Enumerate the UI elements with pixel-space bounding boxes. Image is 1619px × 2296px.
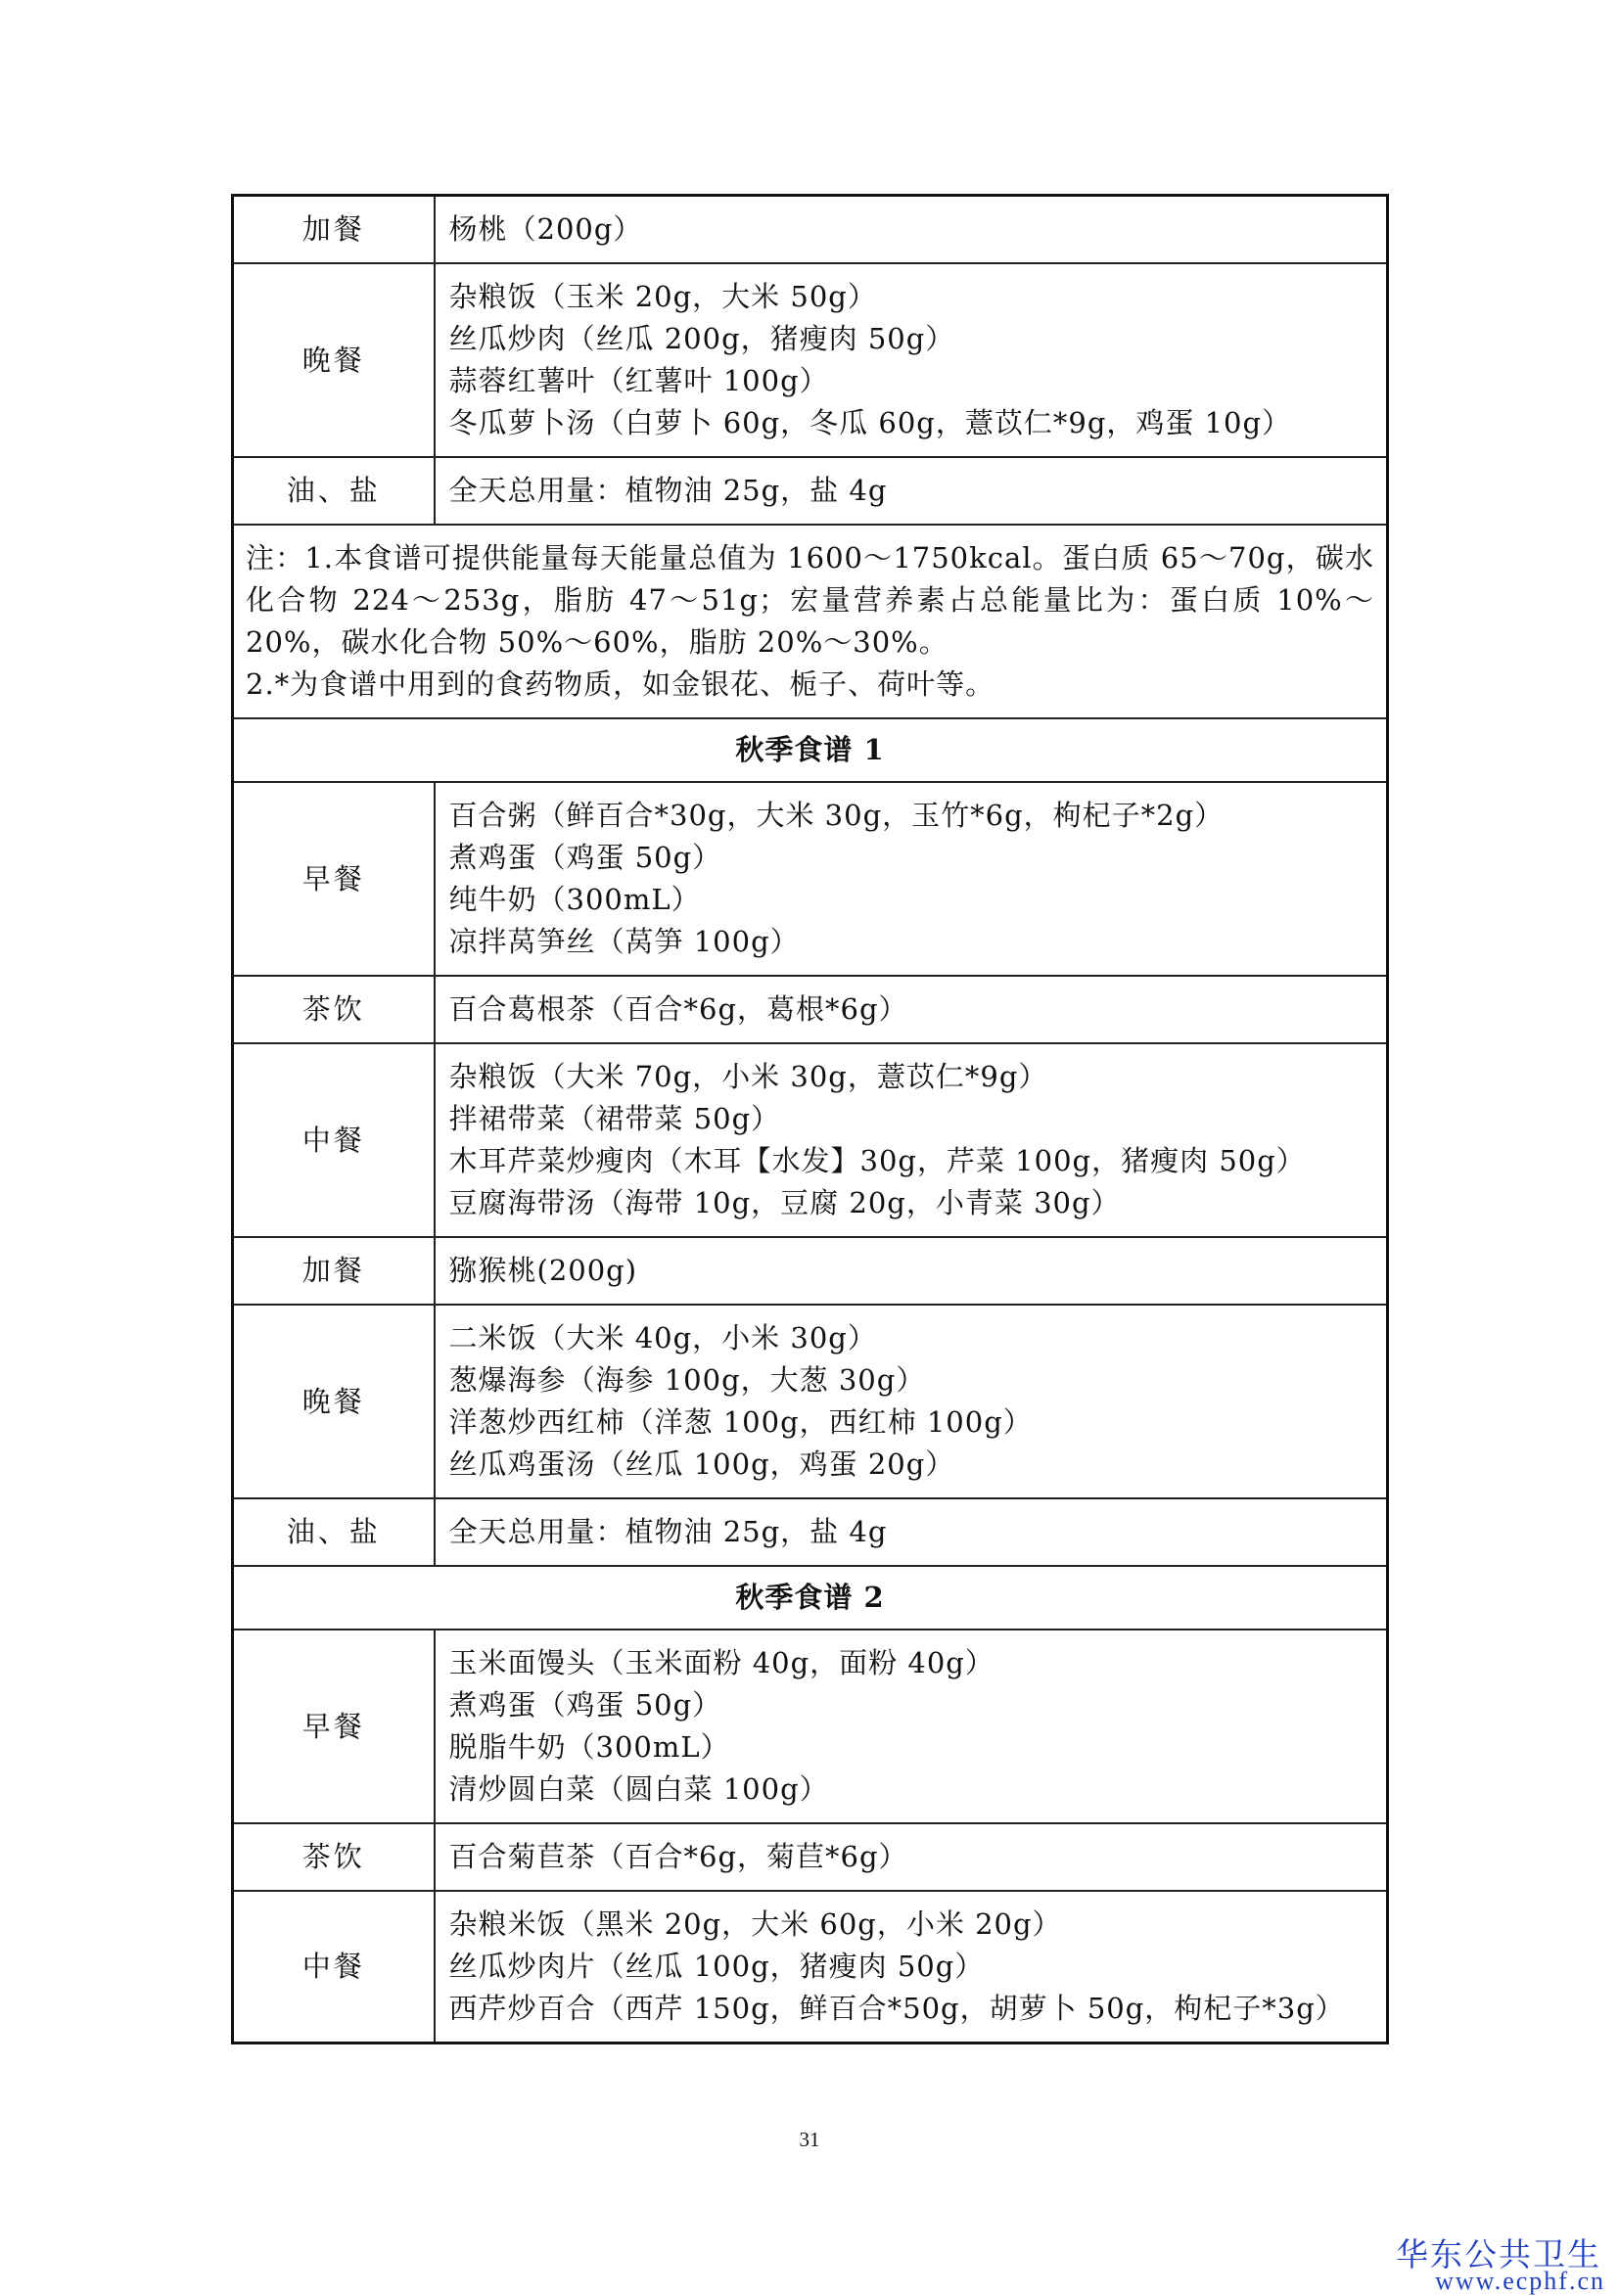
dish-cell (435, 1498, 1388, 1566)
dish-cell (435, 1630, 1388, 1823)
dish-item: 丝瓜炒肉片（丝瓜 100g，猪瘦肉 50g） (448, 1950, 985, 1983)
page-number: 31 (799, 2128, 820, 2151)
table-row (233, 782, 1388, 976)
meal-label: 早餐 (233, 1630, 435, 1823)
dish-item: 杂粮饭（大米 70g，小米 30g，薏苡仁*9g） (448, 1060, 1048, 1093)
dish-item: 丝瓜炒肉（丝瓜 200g，猪瘦肉 50g） (448, 322, 955, 355)
dish-item: 丝瓜鸡蛋汤（丝瓜 100g，鸡蛋 20g） (448, 1447, 955, 1481)
menu-table-body (233, 196, 1388, 2043)
dish-item: 百合菊苣茶（百合*6g，菊苣*6g） (448, 1840, 908, 1873)
dish-item: 全天总用量：植物油 25g，盐 4g (448, 474, 888, 507)
dish-item: 百合粥（鲜百合*30g，大米 30g，玉竹*6g，枸杞子*2g） (448, 799, 1225, 832)
table-row (233, 263, 1388, 457)
watermark-name: 华东公共卫生 (1396, 2235, 1601, 2273)
dish-cell (435, 196, 1388, 264)
note-cell (233, 525, 1388, 718)
dish-cell (435, 1891, 1388, 2043)
meal-label: 中餐 (233, 1891, 435, 2043)
table-row (233, 1891, 1388, 2043)
table-row (233, 1043, 1388, 1237)
menu-table (231, 194, 1389, 2044)
dish-item: 煮鸡蛋（鸡蛋 50g） (448, 1688, 722, 1722)
section-title-autumn-2: 秋季食谱 2 (233, 1566, 1388, 1630)
watermark-url: www.ecphf.cn (1435, 2267, 1605, 2295)
dish-item: 葱爆海参（海参 100g，大葱 30g） (448, 1363, 926, 1397)
table-row (233, 196, 1388, 264)
meal-label: 油、盐 (233, 457, 435, 525)
dish-cell (435, 1305, 1388, 1498)
dish-item: 猕猴桃(200g) (448, 1254, 638, 1287)
meal-label: 早餐 (233, 782, 435, 976)
meal-label: 茶饮 (233, 976, 435, 1043)
dish-cell (435, 263, 1388, 457)
dish-item: 百合葛根茶（百合*6g，葛根*6g） (448, 992, 908, 1026)
dish-item: 玉米面馒头（玉米面粉 40g，面粉 40g） (448, 1646, 995, 1679)
table-row (233, 1498, 1388, 1566)
dish-item: 脱脂牛奶（300mL） (448, 1730, 730, 1764)
meal-label: 加餐 (233, 196, 435, 264)
meal-label: 油、盐 (233, 1498, 435, 1566)
dish-item: 木耳芹菜炒瘦肉（木耳【水发】30g，芹菜 100g，猪瘦肉 50g） (448, 1144, 1306, 1177)
dish-cell (435, 1043, 1388, 1237)
dish-item: 豆腐海带汤（海带 10g，豆腐 20g，小青菜 30g） (448, 1186, 1121, 1219)
table-row (233, 976, 1388, 1043)
dish-item: 蒜蓉红薯叶（红薯叶 100g） (448, 364, 829, 397)
section-title-row (233, 718, 1388, 782)
dish-cell (435, 1237, 1388, 1305)
dish-item: 杂粮饭（玉米 20g，大米 50g） (448, 280, 877, 313)
dish-cell (435, 457, 1388, 525)
dish-item: 煮鸡蛋（鸡蛋 50g） (448, 841, 722, 874)
table-row (233, 457, 1388, 525)
note-row (233, 525, 1388, 718)
dish-item: 洋葱炒西红柿（洋葱 100g，西红柿 100g） (448, 1405, 1033, 1439)
dish-cell (435, 976, 1388, 1043)
section-title-row (233, 1566, 1388, 1630)
dish-item: 凉拌莴笋丝（莴笋 100g） (448, 925, 800, 958)
table-row (233, 1823, 1388, 1891)
dish-item: 纯牛奶（300mL） (448, 883, 701, 916)
dish-item: 西芹炒百合（西芹 150g，鲜百合*50g，胡萝卜 50g，枸杞子*3g） (448, 1992, 1345, 2025)
dish-item: 拌裙带菜（裙带菜 50g） (448, 1102, 781, 1135)
meal-label: 中餐 (233, 1043, 435, 1237)
meal-label: 晚餐 (233, 1305, 435, 1498)
table-row (233, 1305, 1388, 1498)
note-line-1: 注：1.本食谱可提供能量每天能量总值为 1600～1750kcal。蛋白质 65～70g，碳水化合物 224～253g，脂肪 47～51g；宏量营养素占总能量比为：蛋白质 10%～20%，碳水化合物 50%～60%，脂肪 20%～30%。 (246, 541, 1374, 659)
meal-label: 加餐 (233, 1237, 435, 1305)
dish-item: 杂粮米饭（黑米 20g，大米 60g，小米 20g） (448, 1907, 1062, 1941)
dish-item: 全天总用量：植物油 25g，盐 4g (448, 1515, 888, 1548)
section-title-autumn-1: 秋季食谱 1 (233, 718, 1388, 782)
note-line-2: 2.*为食谱中用到的食药物质，如金银花、栀子、荷叶等。 (246, 667, 995, 701)
dish-item: 二米饭（大米 40g，小米 30g） (448, 1321, 877, 1355)
dish-cell (435, 782, 1388, 976)
dish-item: 杨桃（200g） (448, 212, 643, 246)
dish-cell (435, 1823, 1388, 1891)
dish-item: 清炒圆白菜（圆白菜 100g） (448, 1772, 829, 1806)
table-row (233, 1237, 1388, 1305)
table-row (233, 1630, 1388, 1823)
meal-label: 茶饮 (233, 1823, 435, 1891)
meal-label: 晚餐 (233, 263, 435, 457)
dish-item: 冬瓜萝卜汤（白萝卜 60g，冬瓜 60g，薏苡仁*9g，鸡蛋 10g） (448, 406, 1292, 439)
